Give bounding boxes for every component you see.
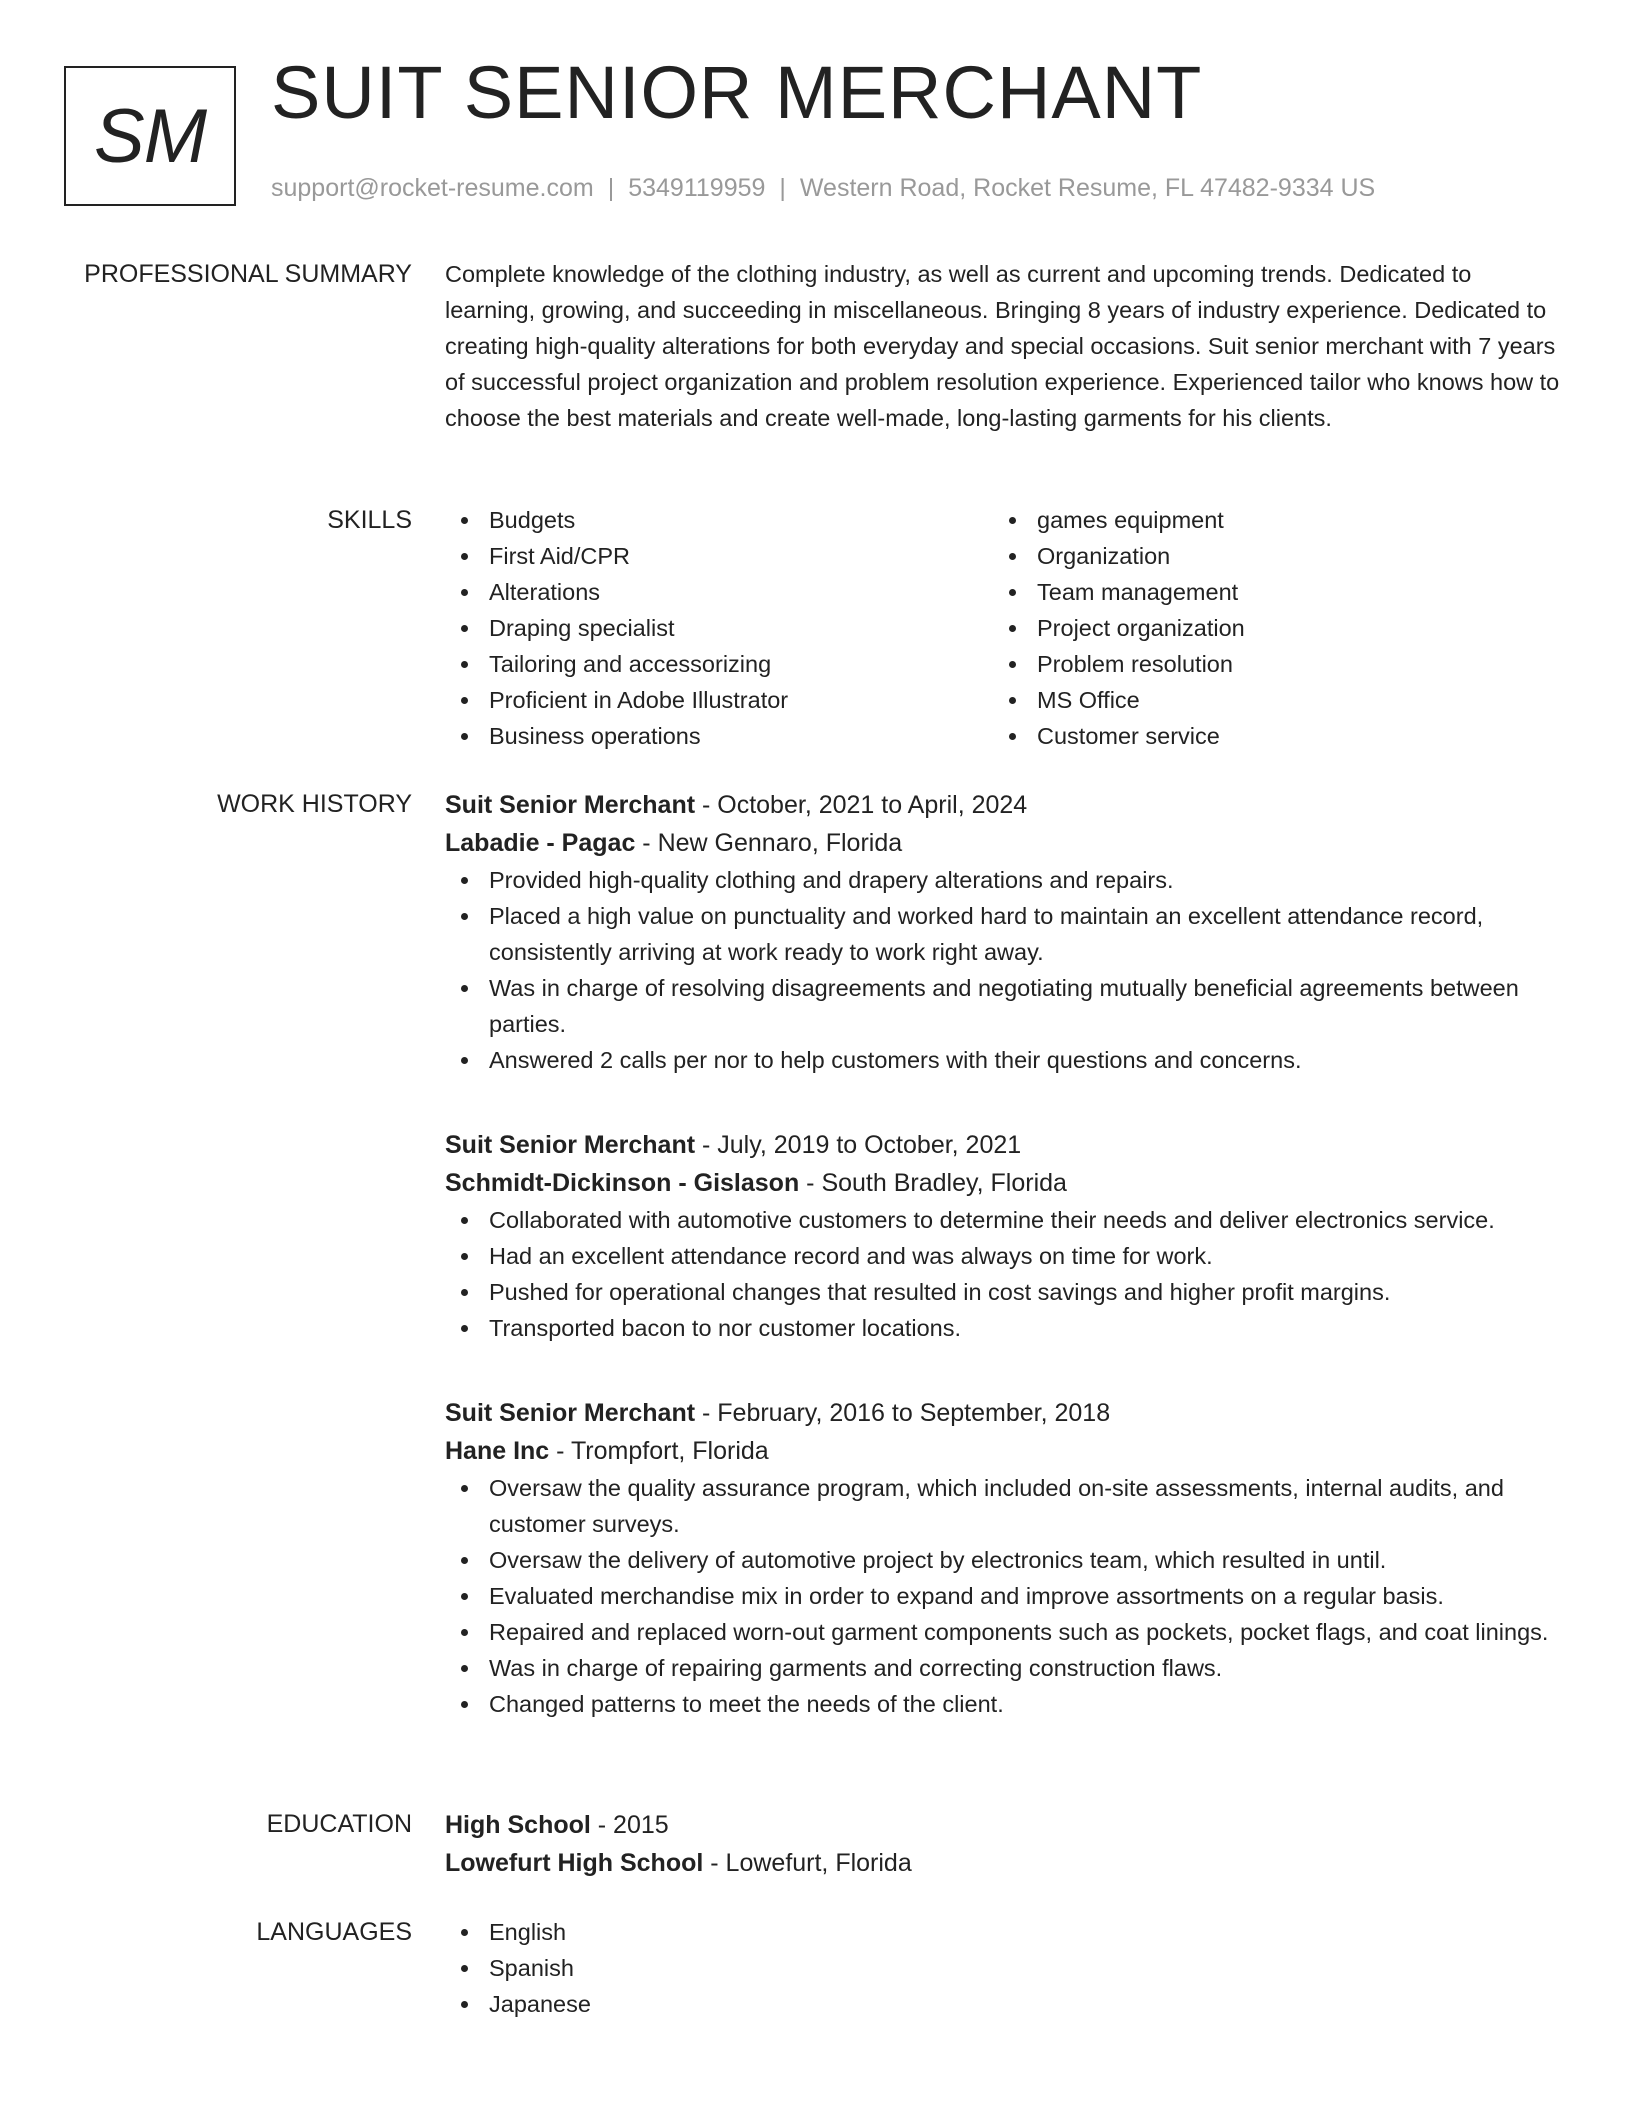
job-location: South Bradley, Florida: [821, 1169, 1067, 1197]
contact-phone: 5349119959: [628, 174, 766, 202]
job-dates: February, 2016 to September, 2018: [717, 1399, 1111, 1427]
education-heading: EDUCATION: [266, 1810, 412, 1838]
job-company-line: [445, 1164, 1565, 1202]
job-duty: Provided high-quality clothing and drapery alterations and repairs.: [445, 862, 1565, 898]
skill-item: First Aid/CPR: [445, 538, 993, 574]
school-line: [445, 1844, 1565, 1882]
job-duty: Was in charge of repairing garments and correcting construction flaws.: [445, 1650, 1565, 1686]
language-item: Spanish: [445, 1950, 1565, 1986]
skill-item: Alterations: [445, 574, 993, 610]
summary-section: [445, 256, 1565, 436]
job-title-line: [445, 1126, 1565, 1164]
language-item: English: [445, 1914, 1565, 1950]
skills-section: [445, 502, 1565, 754]
job-company: Schmidt-Dickinson - Gislason: [445, 1169, 800, 1197]
skill-item: Proficient in Adobe Illustrator: [445, 682, 993, 718]
skill-item: Project organization: [993, 610, 1541, 646]
job-duty: Pushed for operational changes that resulted in cost savings and higher profit margins.: [445, 1274, 1565, 1310]
dash: -: [695, 1131, 718, 1159]
dash: -: [799, 1169, 822, 1197]
job-dates: July, 2019 to October, 2021: [717, 1131, 1022, 1159]
skill-item: Problem resolution: [993, 646, 1541, 682]
skill-item: Organization: [993, 538, 1541, 574]
summary-text: Complete knowledge of the clothing industry, as well as current and upcoming trends. Dedicated to learning, growing, and succeeding in miscellaneous. Bringing 8 years of industry experience. Dedicated to creating high-quality alterations for both everyday and special occasions. Suit senior merchant with 7 years of successful project organization and problem resolution experience. Experienced tailor who knows how to choose the best materials and create well-made, long-lasting garments for his clients.: [445, 261, 1560, 431]
dash: -: [695, 791, 718, 819]
job-duties: [445, 1470, 1565, 1722]
school-name: Lowefurt High School: [445, 1849, 704, 1877]
contact-separator: |: [607, 174, 615, 202]
job-duty: Oversaw the delivery of automotive project by electronics team, which resulted in until.: [445, 1542, 1565, 1578]
job-title: Suit Senior Merchant: [445, 1131, 696, 1159]
job-duty: Was in charge of resolving disagreements and negotiating mutually beneficial agreements between parties.: [445, 970, 1565, 1042]
skill-item: Business operations: [445, 718, 993, 754]
graduation-year: 2015: [613, 1811, 669, 1839]
education-entry: [445, 1806, 1565, 1882]
dash: -: [549, 1437, 571, 1465]
skill-item: Draping specialist: [445, 610, 993, 646]
job-duty: Collaborated with automotive customers to determine their needs and deliver electronics service.: [445, 1202, 1565, 1238]
job-title-line: [445, 786, 1565, 824]
skills-list-right: [993, 502, 1541, 754]
job-company-line: [445, 1432, 1565, 1470]
job-entry: [445, 786, 1565, 1078]
monogram-logo: SM: [64, 66, 236, 206]
job-title: Suit Senior Merchant: [445, 1399, 696, 1427]
job-entry: [445, 1394, 1565, 1722]
dash: -: [635, 829, 658, 857]
degree: High School: [445, 1811, 591, 1839]
skills-list-left: [445, 502, 993, 754]
languages-list: [445, 1914, 1565, 2022]
job-duty: Changed patterns to meet the needs of the client.: [445, 1686, 1565, 1722]
languages-heading: LANGUAGES: [256, 1918, 412, 1946]
job-entry: [445, 1126, 1565, 1346]
school-location: Lowefurt, Florida: [725, 1849, 912, 1877]
job-location: New Gennaro, Florida: [657, 829, 903, 857]
job-duty: Repaired and replaced worn-out garment components such as pockets, pocket flags, and coat linings.: [445, 1614, 1565, 1650]
contact-email: support@rocket-resume.com: [271, 174, 594, 202]
dash: -: [695, 1399, 718, 1427]
languages-section: [445, 1914, 1565, 2022]
job-duties: [445, 1202, 1565, 1346]
contact-address: Western Road, Rocket Resume, FL 47482-9334 US: [799, 174, 1376, 202]
job-title-line: [445, 1394, 1565, 1432]
dash: -: [703, 1849, 726, 1877]
job-location: Trompfort, Florida: [570, 1437, 769, 1465]
candidate-name: SUIT SENIOR MERCHANT: [271, 51, 1203, 134]
job-company-line: [445, 824, 1565, 862]
contact-separator: |: [779, 174, 786, 202]
degree-line: [445, 1806, 1565, 1844]
skill-item: games equipment: [993, 502, 1541, 538]
skill-item: MS Office: [993, 682, 1541, 718]
job-company: Labadie - Pagac: [445, 829, 636, 857]
contact-line: [271, 174, 1375, 203]
skill-item: Customer service: [993, 718, 1541, 754]
job-duty: Placed a high value on punctuality and worked hard to maintain an excellent attendance record, consistently arriving at work ready to work right away.: [445, 898, 1565, 970]
job-company: Hane Inc: [445, 1437, 550, 1465]
job-duties: [445, 862, 1565, 1078]
job-dates: October, 2021 to April, 2024: [717, 791, 1028, 819]
job-duty: Transported bacon to nor customer locations.: [445, 1310, 1565, 1346]
language-item: Japanese: [445, 1986, 1565, 2022]
summary-heading: PROFESSIONAL SUMMARY: [84, 260, 412, 288]
skill-item: Budgets: [445, 502, 993, 538]
job-duty: Oversaw the quality assurance program, which included on-site assessments, internal audits, and customer surveys.: [445, 1470, 1565, 1542]
dash: -: [590, 1811, 614, 1839]
skill-item: Tailoring and accessorizing: [445, 646, 993, 682]
job-duty: Answered 2 calls per nor to help customers with their questions and concerns.: [445, 1042, 1565, 1078]
job-duty: Evaluated merchandise mix in order to expand and improve assortments on a regular basis.: [445, 1578, 1565, 1614]
work-history-heading: WORK HISTORY: [217, 790, 412, 818]
skill-item: Team management: [993, 574, 1541, 610]
job-duty: Had an excellent attendance record and was always on time for work.: [445, 1238, 1565, 1274]
job-title: Suit Senior Merchant: [445, 791, 696, 819]
skills-heading: SKILLS: [327, 506, 412, 534]
